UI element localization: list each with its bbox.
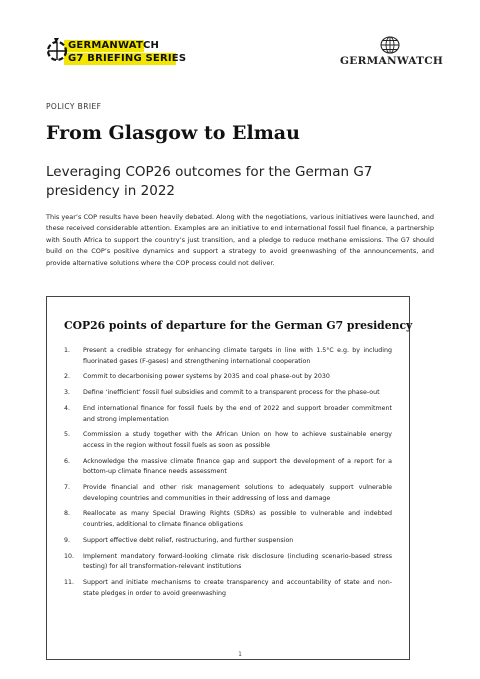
germanwatch-logo: [340, 36, 444, 76]
page-number: 1: [238, 651, 242, 658]
list-item-text: Provide financial and other risk management solutions to adequately support vulnerable developing countries and communities in their addressing of loss and damage: [83, 484, 392, 502]
list-item-number: 4.: [64, 404, 71, 412]
points-list: [64, 346, 392, 604]
list-item-number: 7.: [64, 484, 71, 492]
globe-icon: [379, 36, 401, 54]
list-item: [64, 430, 392, 451]
list-item: [64, 509, 392, 530]
list-item-number: 1.: [64, 347, 71, 354]
page-header: [46, 34, 444, 78]
series-logo-line-1: GERMANWATCH: [68, 40, 160, 51]
document-title: From Glasgow to Elmau: [46, 122, 300, 144]
list-item-text: Define ‘inefficient’ fossil fuel subsidies and commit to a transparent process for the phase-out: [83, 389, 380, 397]
list-item-number: 8.: [64, 510, 71, 518]
series-logo-line-2: G7 BRIEFING SERIES: [68, 53, 187, 64]
list-item-number: 6.: [64, 457, 71, 465]
list-item-text: Acknowledge the massive climate finance gap and support the development of a report for a bottom-up climate finance needs assessment: [83, 457, 392, 476]
list-item: [64, 372, 392, 383]
germanwatch-g7-series-logo: [46, 34, 186, 74]
list-item-number: 3.: [64, 389, 71, 397]
list-item: [64, 404, 392, 425]
list-item: [64, 457, 392, 478]
list-item: [64, 552, 392, 573]
document-type-label: POLICY BRIEF: [46, 102, 102, 111]
list-item-text: Support effective debt relief, restructuring, and further suspension: [83, 536, 294, 544]
org-logo-wordmark: GERMANWATCH: [340, 55, 444, 67]
intro-paragraph: This year’s COP results have been heavily debated. Along with the negotiations, various initiatives were launched, and these received considerable attention. Examples are an initiative to end international fossil fuel finance, a partnership with South Africa to support the country’s just transition, and a pledge to reduce methane emissions. The G7 should build on the COP’s positive dynamics and support a strategy to avoid greenwashing of the announcements, and provide alternative solutions where the COP process could not deliver.: [46, 213, 434, 267]
list-item-text: End international finance for fossil fuels by the end of 2022 and support broader commitment and strong implementation: [83, 404, 392, 423]
list-item: [64, 483, 392, 504]
list-item: [64, 578, 392, 599]
list-item-text: Present a credible strategy for enhancing climate targets in line with 1.5°C e.g. by including fluorinated gases (F-gases) and strengthening international cooperation: [83, 347, 392, 365]
list-item-text: Commission a study together with the African Union on how to achieve sustainable energy access in the region without fossil fuels as soon as possible: [83, 431, 392, 449]
list-item-number: 11.: [64, 578, 75, 586]
list-item-number: 10.: [64, 552, 75, 560]
list-item-text: Implement mandatory forward-looking climate risk disclosure (including scenario-based stress testing) for all transformation-relevant institutions: [83, 552, 392, 571]
list-item-number: 5.: [64, 431, 71, 439]
document-subtitle: Leveraging COP26 outcomes for the German G7 presidency in 2022: [46, 164, 373, 199]
list-item: [64, 388, 392, 399]
list-item: [64, 346, 392, 367]
box-title: COP26 points of departure for the German G7 presidency: [64, 319, 413, 332]
list-item-number: 9.: [64, 536, 71, 544]
list-item-text: Reallocate as many Special Drawing Rights (SDRs) as possible to vulnerable and indebted countries, additional to climate finance obligations: [83, 510, 392, 529]
list-item-number: 2.: [64, 373, 71, 381]
list-item: [64, 536, 392, 547]
list-item-text: Commit to decarbonising power systems by 2035 and coal phase-out by 2030: [83, 373, 330, 381]
list-item-text: Support and initiate mechanisms to create transparency and accountability of state and non-state pledges in order to avoid greenwashing: [83, 578, 392, 597]
points-box: [46, 296, 413, 660]
